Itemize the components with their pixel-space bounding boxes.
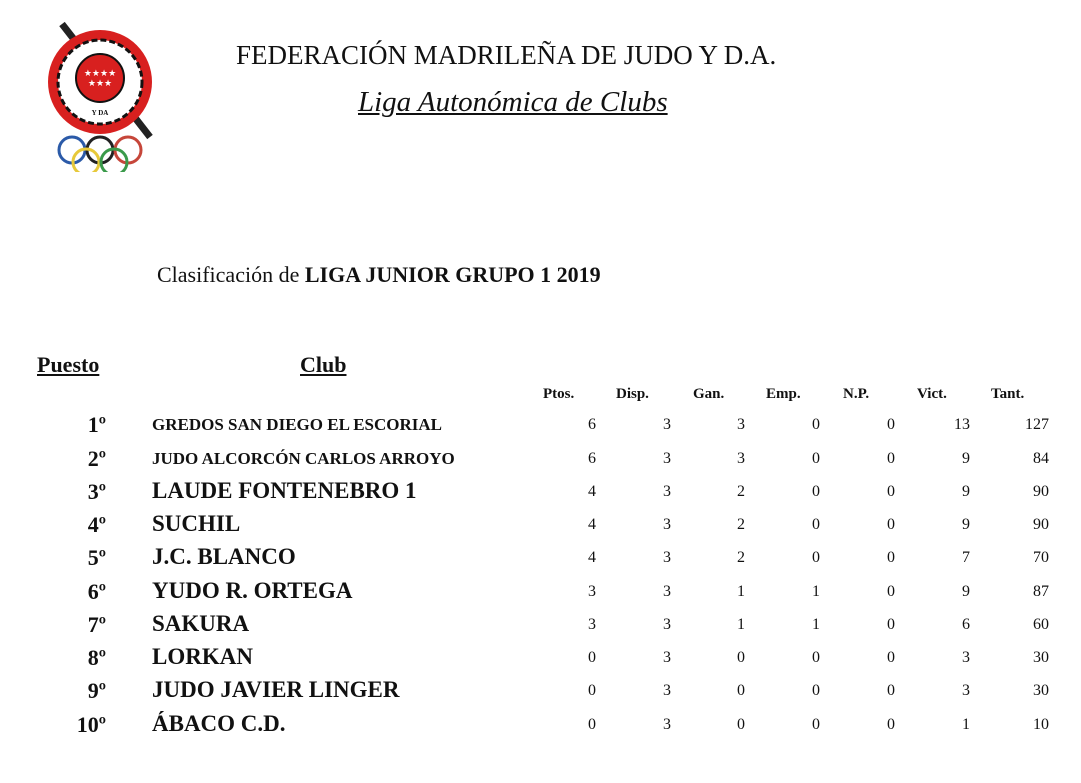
column-header: Vict.: [917, 386, 947, 402]
stat-disp: 3: [663, 483, 671, 500]
stat-emp: 0: [812, 549, 820, 566]
stat-gan: 0: [737, 716, 745, 733]
table-row: [0, 510, 1081, 540]
club-name: JUDO ALCORCÓN CARLOS ARROYO: [152, 449, 455, 468]
stat-ptos: 6: [588, 416, 596, 433]
table-row: [0, 477, 1081, 507]
stat-emp: 0: [812, 716, 820, 733]
svg-text:★★★★: ★★★★: [83, 68, 117, 78]
stat-gan: 2: [737, 483, 745, 500]
club-name: YUDO R. ORTEGA: [152, 578, 353, 603]
classification-name: LIGA JUNIOR GRUPO 1 2019: [304, 262, 601, 287]
club-name: GREDOS SAN DIEGO EL ESCORIAL: [152, 415, 443, 434]
position: 1º: [87, 412, 106, 437]
stat-gan: 1: [737, 583, 745, 600]
stat-gan: 2: [737, 516, 745, 533]
stat-ptos: 6: [588, 450, 596, 467]
position: 4º: [87, 512, 106, 537]
stat-ptos: 3: [588, 616, 596, 633]
stat-ptos: 3: [588, 583, 596, 600]
stat-emp: 0: [812, 450, 820, 467]
position: 7º: [87, 612, 106, 637]
stat-tant: 30: [1033, 682, 1049, 699]
stat-emp: 0: [812, 483, 820, 500]
stat-gan: 1: [737, 616, 745, 633]
svg-text:Y DA: Y DA: [91, 109, 109, 117]
stat-ptos: 0: [588, 649, 596, 666]
stat-gan: 3: [737, 450, 745, 467]
column-header: Emp.: [766, 386, 801, 402]
stat-disp: 3: [663, 616, 671, 633]
column-header: Ptos.: [543, 386, 575, 402]
stat-emp: 0: [812, 516, 820, 533]
club-name: SAKURA: [152, 611, 250, 636]
stat-np: 0: [887, 616, 895, 633]
stat-disp: 3: [663, 549, 671, 566]
club-name: J.C. BLANCO: [152, 544, 296, 569]
stat-np: 0: [887, 483, 895, 500]
svg-text:★★★: ★★★: [87, 78, 113, 88]
stat-vict: 9: [962, 483, 970, 500]
classification-prefix: Clasificación de: [157, 262, 300, 287]
stat-vict: 9: [962, 583, 970, 600]
club-header: Club: [300, 352, 347, 377]
federation-title: FEDERACIÓN MADRILEÑA DE JUDO Y D.A.: [236, 40, 777, 70]
stat-vict: 6: [962, 616, 970, 633]
stat-tant: 127: [1025, 416, 1049, 433]
federation-logo: [40, 12, 185, 172]
table-row: [0, 577, 1081, 607]
stat-vict: 13: [954, 416, 970, 433]
stat-ptos: 4: [588, 516, 596, 533]
stat-emp: 0: [812, 649, 820, 666]
club-name: LAUDE FONTENEBRO 1: [152, 478, 417, 503]
stat-disp: 3: [663, 649, 671, 666]
stat-vict: 7: [962, 549, 970, 566]
stat-gan: 0: [737, 682, 745, 699]
stat-np: 0: [887, 416, 895, 433]
stat-np: 0: [887, 450, 895, 467]
stat-ptos: 4: [588, 483, 596, 500]
stat-vict: 1: [962, 716, 970, 733]
position: 5º: [87, 545, 106, 570]
classification-title: [157, 262, 601, 288]
stat-np: 0: [887, 516, 895, 533]
stat-tant: 10: [1033, 716, 1049, 733]
stat-vict: 3: [962, 682, 970, 699]
league-subtitle: Liga Autonómica de Clubs: [358, 86, 668, 118]
stat-emp: 1: [812, 583, 820, 600]
position: 10º: [76, 712, 106, 737]
table-row: [0, 610, 1081, 640]
stat-disp: 3: [663, 716, 671, 733]
stat-np: 0: [887, 716, 895, 733]
stat-disp: 3: [663, 682, 671, 699]
table-row: [0, 543, 1081, 573]
stat-np: 0: [887, 549, 895, 566]
stat-gan: 0: [737, 649, 745, 666]
stat-np: 0: [887, 583, 895, 600]
stat-emp: 0: [812, 682, 820, 699]
stat-np: 0: [887, 682, 895, 699]
position: 6º: [87, 579, 106, 604]
position: 8º: [87, 645, 106, 670]
stat-vict: 9: [962, 516, 970, 533]
stat-disp: 3: [663, 416, 671, 433]
stat-disp: 3: [663, 516, 671, 533]
stat-emp: 0: [812, 416, 820, 433]
table-row: [0, 676, 1081, 706]
puesto-header: Puesto: [37, 352, 100, 377]
stat-tant: 60: [1033, 616, 1049, 633]
stat-ptos: 0: [588, 716, 596, 733]
stat-ptos: 0: [588, 682, 596, 699]
column-header: Disp.: [616, 386, 649, 402]
stat-disp: 3: [663, 583, 671, 600]
stat-ptos: 4: [588, 549, 596, 566]
stat-vict: 3: [962, 649, 970, 666]
stat-tant: 90: [1033, 483, 1049, 500]
column-header: Tant.: [991, 386, 1025, 402]
club-name: ÁBACO C.D.: [152, 711, 286, 736]
column-header: N.P.: [843, 386, 870, 402]
stat-gan: 3: [737, 416, 745, 433]
stat-tant: 84: [1033, 450, 1049, 467]
stat-emp: 1: [812, 616, 820, 633]
stat-vict: 9: [962, 450, 970, 467]
table-row: [0, 410, 1081, 440]
club-name: SUCHIL: [152, 511, 241, 536]
stat-gan: 2: [737, 549, 745, 566]
position: 2º: [87, 446, 106, 471]
table-row: [0, 710, 1081, 740]
stat-tant: 90: [1033, 516, 1049, 533]
table-row: [0, 444, 1081, 474]
table-row: [0, 643, 1081, 673]
stat-tant: 70: [1033, 549, 1049, 566]
position: 3º: [87, 479, 106, 504]
club-name: LORKAN: [152, 644, 253, 669]
stat-disp: 3: [663, 450, 671, 467]
position: 9º: [87, 678, 106, 703]
stat-tant: 87: [1033, 583, 1049, 600]
column-header: Gan.: [693, 386, 725, 402]
club-name: JUDO JAVIER LINGER: [152, 677, 400, 702]
stat-np: 0: [887, 649, 895, 666]
stat-tant: 30: [1033, 649, 1049, 666]
